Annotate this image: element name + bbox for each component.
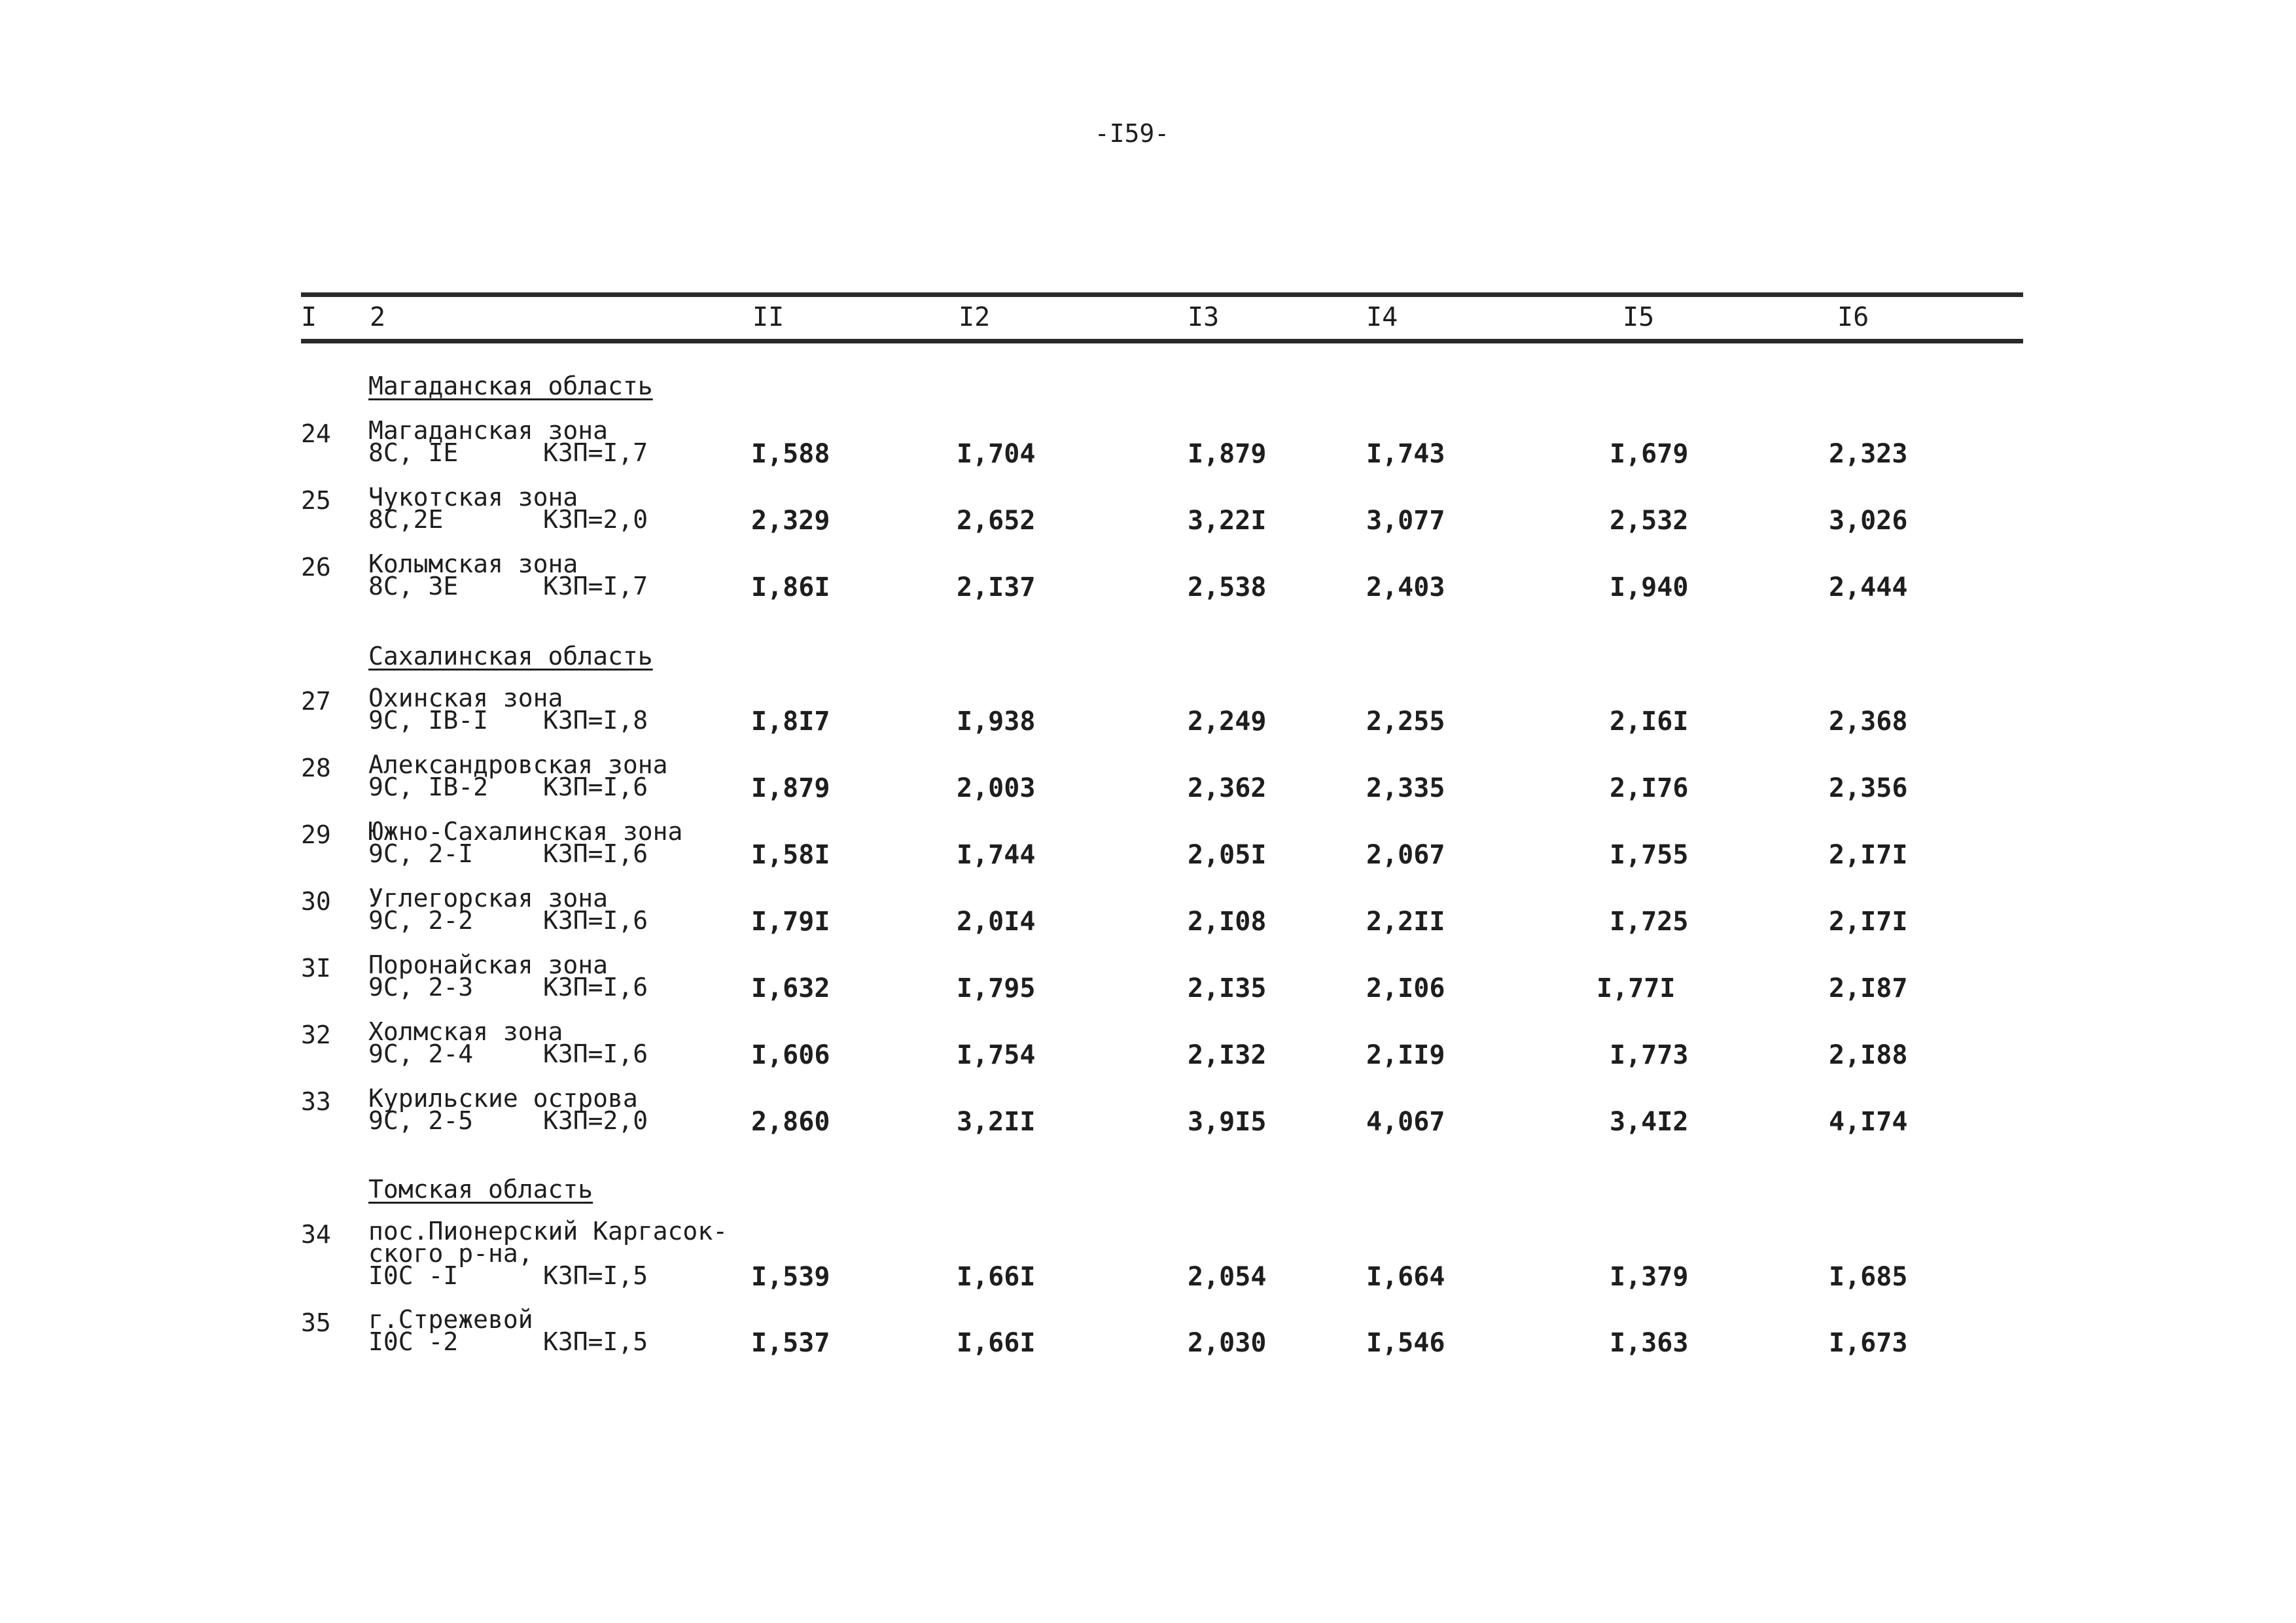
value-col-14: 2,255 [1366,707,1445,737]
value-col-13: 3,9I5 [1188,1107,1267,1137]
column-header-11: II [752,302,785,332]
value-col-15: I,363 [1610,1328,1689,1358]
row-number: 27 [301,687,331,716]
value-col-14: I,546 [1366,1328,1445,1358]
row-number: 24 [301,419,331,448]
zone-code: 8С, IE [368,438,459,467]
value-col-16: I,685 [1829,1262,1908,1292]
column-header-2: 2 [370,302,386,332]
zone-code: 9С, IВ-2 [368,773,489,801]
section-title: Томская область [368,1175,593,1204]
zone-code: 9С, 2-5 [368,1106,474,1135]
value-col-11: I,879 [751,773,830,803]
value-col-14: 2,067 [1366,840,1445,870]
zone-name: Чукотская зона [368,483,578,512]
value-col-11: I,58I [751,840,830,870]
zone-code: I0С -2 [368,1327,459,1356]
zone-kzp: КЗП=I,6 [543,839,648,868]
value-col-15: 3,4I2 [1610,1107,1689,1137]
value-col-11: I,86I [751,572,830,602]
row-number: 32 [301,1021,331,1049]
value-col-16: 2,368 [1829,707,1908,737]
value-col-11: I,8I7 [751,707,830,737]
value-col-14: I,664 [1366,1262,1445,1292]
value-col-14: 2,2II [1366,907,1445,937]
section-title: Магаданская область [368,372,653,400]
section-title: Сахалинская область [368,642,653,671]
value-col-13: 2,I08 [1188,907,1267,937]
value-col-16: 2,323 [1829,439,1908,469]
value-col-11: I,79I [751,907,830,937]
zone-kzp: КЗП=I,7 [543,438,648,467]
row-number: 34 [301,1220,331,1249]
row-number: 28 [301,754,331,782]
zone-name: Александровская зона [368,750,668,779]
value-col-13: 2,05I [1188,840,1267,870]
value-col-15: 2,I6I [1610,707,1689,737]
value-col-13: 2,I35 [1188,973,1267,1003]
zone-name: Колымская зона [368,550,578,578]
zone-kzp: КЗП=I,5 [543,1327,648,1356]
value-col-15: I,379 [1610,1262,1689,1292]
value-col-15: I,773 [1610,1040,1689,1070]
value-col-15: I,755 [1610,840,1689,870]
row-number: 29 [301,820,331,849]
column-header-16: I6 [1837,302,1869,332]
zone-code: 9С, 2-4 [368,1039,474,1068]
value-col-16: 2,I87 [1829,973,1908,1003]
value-col-12: 3,2II [957,1107,1036,1137]
zone-kzp: КЗП=I,8 [543,706,648,735]
row-number: 35 [301,1308,331,1337]
value-col-15: 2,532 [1610,506,1689,536]
value-col-16: 2,I88 [1829,1040,1908,1070]
value-col-12: I,754 [957,1040,1036,1070]
value-col-11: 2,329 [751,506,830,536]
value-col-12: I,938 [957,707,1036,737]
column-header-14: I4 [1366,302,1398,332]
value-col-16: 2,I7I [1829,840,1908,870]
row-number: 26 [301,553,331,582]
value-col-15: 2,I76 [1610,773,1689,803]
value-col-14: 2,I06 [1366,973,1445,1003]
zone-kzp: КЗП=2,0 [543,505,648,534]
value-col-16: 2,I7I [1829,907,1908,937]
page-number: -I59- [1094,119,1170,148]
zone-code: 9С, 2-I [368,839,474,868]
value-col-13: 2,538 [1188,572,1267,602]
value-col-15: I,77I [1597,973,1676,1003]
value-col-16: 3,026 [1829,506,1908,536]
value-col-13: 2,249 [1188,707,1267,737]
value-col-14: 2,403 [1366,572,1445,602]
zone-code: 9С, IВ-I [368,706,489,735]
value-col-14: I,743 [1366,439,1445,469]
row-number: 33 [301,1087,331,1116]
value-col-11: I,606 [751,1040,830,1070]
value-col-12: 2,003 [957,773,1036,803]
zone-kzp: КЗП=I,6 [543,973,648,1002]
value-col-12: I,795 [957,973,1036,1003]
zone-kzp: КЗП=I,6 [543,1039,648,1068]
zone-code: I0С -I [368,1261,459,1290]
value-col-12: 2,I37 [957,572,1036,602]
value-col-14: 2,335 [1366,773,1445,803]
zone-name: Южно-Сахалинская зона [368,817,683,846]
zone-name: Углегорская зона [368,884,609,913]
zone-name: Охинская зона [368,684,563,712]
value-col-13: 2,I32 [1188,1040,1267,1070]
value-col-13: 3,22I [1188,506,1267,536]
value-col-12: I,704 [957,439,1036,469]
value-col-15: I,940 [1610,572,1689,602]
value-col-12: 2,0I4 [957,907,1036,937]
value-col-13: 2,362 [1188,773,1267,803]
value-col-14: 4,067 [1366,1107,1445,1137]
value-col-16: 2,356 [1829,773,1908,803]
value-col-13: 2,054 [1188,1262,1267,1292]
value-col-13: 2,030 [1188,1328,1267,1358]
value-col-11: I,539 [751,1262,830,1292]
zone-code: 8С, 3Е [368,572,459,601]
zone-kzp: КЗП=I,6 [543,906,648,935]
value-col-11: 2,860 [751,1107,830,1137]
value-col-14: 2,II9 [1366,1040,1445,1070]
table-header-rule [301,339,2023,343]
zone-code: 9С, 2-2 [368,906,474,935]
row-number: 25 [301,486,331,515]
value-col-16: I,673 [1829,1328,1908,1358]
zone-name: Поронайская зона [368,951,609,979]
value-col-13: I,879 [1188,439,1267,469]
zone-kzp: КЗП=2,0 [543,1106,648,1135]
zone-code: 8С,2Е [368,505,444,534]
zone-name: пос.Пионерский Каргасок- [368,1217,728,1246]
column-header-13: I3 [1188,302,1220,332]
value-col-15: I,725 [1610,907,1689,937]
column-header-1: I [301,302,317,332]
value-col-16: 4,I74 [1829,1107,1908,1137]
value-col-11: I,537 [751,1328,830,1358]
zone-name-continued: ского р-на, [368,1239,533,1268]
value-col-12: I,66I [957,1262,1036,1292]
zone-kzp: КЗП=I,5 [543,1261,648,1290]
value-col-15: I,679 [1610,439,1689,469]
zone-kzp: КЗП=I,7 [543,572,648,601]
value-col-11: I,588 [751,439,830,469]
column-header-12: I2 [959,302,991,332]
zone-code: 9С, 2-3 [368,973,474,1002]
value-col-12: 2,652 [957,506,1036,536]
column-header-15: I5 [1623,302,1655,332]
zone-kzp: КЗП=I,6 [543,773,648,801]
zone-name: Холмская зона [368,1017,563,1046]
zone-name: г.Стрежевой [368,1305,533,1334]
value-col-11: I,632 [751,973,830,1003]
row-number: 30 [301,887,331,916]
value-col-16: 2,444 [1829,572,1908,602]
row-number: 3I [301,954,331,983]
table-top-rule [301,292,2023,297]
value-col-14: 3,077 [1366,506,1445,536]
value-col-12: I,66I [957,1328,1036,1358]
zone-name: Курильские острова [368,1084,638,1113]
value-col-12: I,744 [957,840,1036,870]
zone-name: Магаданская зона [368,416,609,445]
